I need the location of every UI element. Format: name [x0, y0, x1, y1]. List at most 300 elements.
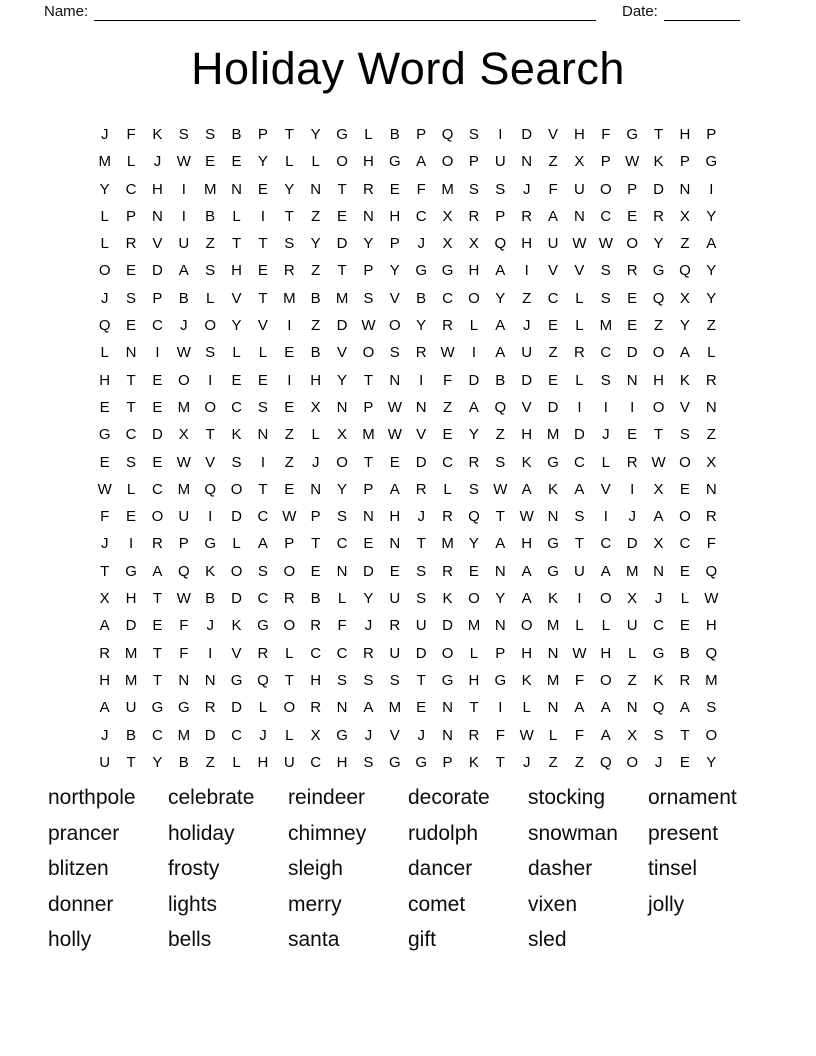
grid-letter: R — [679, 671, 691, 689]
grid-letter: T — [574, 535, 585, 553]
grid-letter: R — [626, 453, 638, 471]
grid-letter: M — [441, 535, 454, 553]
grid-letter: L — [285, 644, 294, 662]
grid-letter: T — [284, 207, 294, 225]
grid-letter: S — [706, 699, 717, 717]
grid-letter: Q — [98, 317, 111, 335]
grid-letter: N — [389, 371, 401, 389]
grid-letter: G — [415, 753, 428, 771]
grid-letter: A — [679, 699, 690, 717]
grid-letter: E — [257, 371, 268, 389]
grid-letter: T — [337, 180, 347, 198]
grid-letter: K — [548, 590, 559, 608]
grid-letter: T — [363, 371, 374, 389]
grid-letter: T — [152, 590, 163, 608]
grid-letter: S — [495, 180, 506, 198]
grid-letter: E — [627, 426, 638, 444]
grid-letter: N — [653, 562, 664, 580]
grid-row — [92, 176, 725, 203]
grid-letter: I — [709, 180, 714, 198]
word-column — [48, 780, 168, 958]
grid-letter: O — [283, 562, 296, 580]
grid-letter: V — [679, 398, 690, 416]
grid-letter: X — [574, 153, 585, 171]
grid-letter: I — [419, 371, 424, 389]
grid-letter: J — [180, 317, 188, 335]
grid-letter: Z — [548, 753, 558, 771]
grid-letter: L — [575, 289, 584, 307]
grid-letter: C — [152, 726, 163, 744]
grid-letter: Z — [548, 153, 558, 171]
grid-letter: K — [679, 371, 690, 389]
grid-letter: S — [284, 235, 295, 253]
grid-letter: R — [442, 508, 453, 526]
word-item: prancer — [48, 821, 120, 845]
grid-letter: I — [260, 207, 266, 225]
grid-letter: M — [546, 426, 560, 444]
grid-letter: T — [152, 644, 163, 662]
grid-letter: C — [310, 753, 322, 771]
word-column — [168, 780, 288, 958]
grid-letter: R — [257, 644, 269, 662]
grid-letter: A — [495, 344, 506, 362]
grid-letter: Y — [231, 317, 242, 335]
word-item: merry — [288, 892, 342, 916]
grid-letter: O — [520, 617, 533, 635]
grid-letter: C — [336, 535, 348, 553]
grid-letter: L — [522, 699, 531, 717]
grid-letter: E — [152, 398, 163, 416]
grid-letter: C — [152, 317, 163, 335]
grid-letter: G — [652, 262, 665, 280]
grid-letter: J — [259, 726, 267, 744]
grid-letter: G — [257, 617, 269, 635]
grid-letter: O — [468, 289, 480, 307]
grid-letter: E — [126, 317, 137, 335]
grid-letter: J — [153, 153, 162, 171]
grid-letter: J — [311, 453, 320, 471]
grid-row — [92, 394, 725, 421]
grid-letter: K — [152, 126, 163, 143]
grid-letter: L — [311, 426, 320, 444]
grid-letter: A — [495, 262, 506, 280]
grid-letter: S — [205, 126, 216, 143]
grid-letter: D — [626, 535, 638, 553]
grid-letter: L — [100, 207, 109, 225]
grid-letter: Z — [627, 671, 637, 689]
grid-letter: V — [337, 344, 348, 362]
grid-letter: Y — [416, 317, 427, 335]
grid-letter: T — [363, 453, 374, 471]
grid-letter: X — [627, 726, 638, 744]
word-item: holly — [48, 928, 92, 952]
word-item: present — [648, 821, 719, 845]
grid-letter: U — [521, 344, 533, 362]
grid-letter: F — [574, 671, 585, 689]
grid-letter: E — [99, 398, 110, 416]
grid-letter: Z — [706, 426, 716, 444]
date-input-line[interactable] — [664, 7, 740, 21]
grid-letter: L — [100, 344, 109, 362]
grid-letter: P — [600, 153, 611, 171]
grid-letter: L — [232, 535, 241, 553]
grid-letter: E — [363, 535, 374, 553]
grid-letter: D — [626, 344, 638, 362]
grid-letter: R — [363, 644, 374, 662]
grid-letter: C — [257, 590, 269, 608]
grid-letter: Y — [310, 126, 321, 143]
grid-letter: A — [600, 562, 611, 580]
grid-letter: X — [653, 535, 664, 553]
grid-letter: Z — [442, 398, 453, 416]
grid-letter: T — [284, 671, 294, 689]
grid-letter: V — [548, 262, 559, 280]
grid-letter: H — [600, 644, 612, 662]
grid-letter: T — [653, 126, 664, 143]
header — [0, 0, 816, 21]
grid-letter: C — [442, 289, 453, 307]
grid-letter: D — [204, 726, 216, 744]
grid-letter: T — [100, 562, 110, 580]
grid-letter: P — [416, 126, 427, 143]
grid-letter: N — [521, 153, 533, 171]
grid-letter: T — [258, 235, 268, 253]
grid-letter: K — [521, 453, 532, 471]
grid-letter: A — [521, 590, 532, 608]
grid-letter: X — [442, 235, 453, 253]
grid-letter: P — [679, 153, 690, 171]
grid-row — [92, 694, 725, 721]
grid-letter: W — [176, 453, 191, 471]
grid-letter: O — [652, 398, 665, 416]
grid-letter: M — [362, 426, 375, 444]
grid-letter: Y — [284, 180, 295, 198]
grid-letter: X — [310, 726, 321, 744]
grid-letter: R — [310, 617, 322, 635]
grid-letter: Q — [652, 289, 665, 307]
grid-letter: G — [336, 726, 348, 744]
grid-letter: A — [548, 207, 559, 225]
grid-letter: D — [336, 235, 348, 253]
word-item: snowman — [528, 821, 618, 845]
grid-row — [92, 722, 725, 749]
grid-letter: O — [283, 617, 296, 635]
grid-letter: I — [181, 180, 186, 198]
grid-letter: T — [258, 480, 268, 498]
grid-letter: J — [654, 590, 663, 608]
grid-letter: M — [177, 480, 191, 498]
grid-letter: E — [548, 317, 559, 335]
grid-letter: L — [575, 371, 584, 389]
grid-letter: E — [126, 262, 137, 280]
grid-letter: E — [126, 508, 137, 526]
grid-letter: H — [574, 126, 585, 143]
grid-letter: P — [257, 126, 268, 143]
grid-letter: U — [178, 235, 190, 253]
grid-letter: P — [363, 480, 374, 498]
grid-letter: Y — [337, 371, 348, 389]
grid-letter: G — [388, 153, 401, 171]
grid-letter: Y — [310, 235, 321, 253]
grid-letter: T — [126, 398, 136, 416]
grid-letter: L — [258, 699, 268, 717]
grid-letter: Z — [522, 289, 532, 307]
grid-letter: O — [204, 398, 217, 416]
grid-letter: Q — [599, 753, 612, 771]
grid-letter: R — [99, 644, 111, 662]
grid-letter: R — [283, 590, 295, 608]
grid-letter: H — [468, 671, 480, 689]
grid-letter: Y — [706, 289, 717, 307]
grid-letter: Y — [679, 317, 690, 335]
grid-letter: X — [99, 590, 110, 608]
grid-letter: L — [285, 153, 294, 171]
grid-letter: Z — [574, 753, 585, 771]
grid-letter: L — [548, 726, 558, 744]
grid-letter: D — [468, 371, 480, 389]
grid-letter: T — [231, 235, 242, 253]
grid-letter: B — [205, 207, 216, 225]
word-item: sleigh — [288, 857, 343, 881]
grid-letter: C — [231, 726, 242, 744]
grid-letter: R — [574, 344, 585, 362]
grid-letter: S — [468, 126, 479, 143]
grid-letter: D — [231, 508, 242, 526]
grid-letter: N — [336, 699, 348, 717]
grid-letter: N — [494, 562, 506, 580]
grid-letter: B — [495, 371, 506, 389]
grid-letter: M — [124, 644, 138, 662]
grid-letter: I — [577, 398, 582, 416]
grid-letter: P — [126, 207, 137, 225]
grid-letter: B — [389, 126, 400, 143]
grid-letter: G — [547, 535, 559, 553]
grid-letter: I — [498, 699, 503, 717]
grid-letter: D — [336, 317, 348, 335]
grid-row — [92, 530, 725, 557]
grid-letter: I — [208, 508, 213, 526]
grid-letter: L — [601, 453, 610, 471]
grid-letter: R — [705, 508, 717, 526]
grid-letter: A — [178, 262, 189, 280]
grid-letter: I — [287, 317, 292, 335]
grid-letter: L — [337, 590, 347, 608]
grid-letter: L — [575, 617, 584, 635]
grid-letter: P — [495, 207, 506, 225]
grid-letter: F — [601, 126, 611, 143]
grid-letter: R — [442, 562, 453, 580]
grid-letter: T — [126, 753, 136, 771]
grid-letter: Y — [495, 289, 506, 307]
grid-letter: H — [257, 753, 269, 771]
grid-letter: A — [574, 699, 585, 717]
grid-letter: O — [652, 344, 665, 362]
grid-letter: E — [231, 371, 242, 389]
word-item: sled — [528, 928, 567, 952]
grid-letter: A — [363, 699, 374, 717]
grid-letter: R — [125, 235, 137, 253]
grid-letter: J — [522, 317, 531, 335]
grid-letter: M — [177, 726, 191, 744]
grid-letter: B — [231, 126, 242, 143]
grid-letter: E — [310, 562, 321, 580]
grid-letter: Y — [706, 262, 717, 280]
grid-letter: E — [152, 453, 163, 471]
grid-letter: P — [627, 180, 638, 198]
grid-letter: Y — [389, 262, 400, 280]
grid-letter: N — [363, 508, 374, 526]
grid-letter: F — [179, 617, 189, 635]
grid-letter: A — [521, 480, 532, 498]
grid-letter: W — [572, 644, 587, 662]
word-column — [528, 780, 648, 958]
grid-letter: U — [178, 508, 190, 526]
grid-letter: N — [705, 398, 717, 416]
grid-letter: P — [389, 235, 400, 253]
grid-letter: J — [100, 289, 109, 307]
grid-letter: L — [628, 644, 637, 662]
grid-row — [92, 558, 725, 585]
grid-letter: K — [442, 590, 453, 608]
grid-letter: R — [442, 317, 453, 335]
grid-letter: R — [363, 180, 374, 198]
grid-letter: O — [679, 508, 691, 526]
word-item: holiday — [168, 821, 235, 845]
grid-letter: W — [361, 317, 376, 335]
grid-letter: G — [204, 535, 217, 553]
grid-letter: H — [99, 671, 111, 689]
grid-letter: L — [443, 480, 452, 498]
grid-letter: S — [389, 344, 400, 362]
grid-letter: J — [364, 617, 373, 635]
word-item: tinsel — [648, 857, 698, 881]
grid-letter: Y — [468, 426, 479, 444]
word-item: vixen — [528, 892, 578, 916]
grid-letter: A — [521, 562, 532, 580]
grid-letter: F — [706, 535, 716, 553]
grid-letter: D — [363, 562, 374, 580]
grid-row — [92, 749, 725, 776]
word-item: celebrate — [168, 786, 255, 809]
grid-letter: I — [155, 344, 160, 362]
grid-letter: E — [284, 344, 295, 362]
grid-letter: X — [178, 426, 189, 444]
date-field — [622, 3, 740, 21]
grid-letter: S — [257, 562, 268, 580]
grid-letter: Y — [257, 153, 268, 171]
grid-letter: S — [363, 671, 374, 689]
grid-letter: D — [547, 398, 559, 416]
grid-letter: T — [337, 262, 347, 280]
grid-letter: A — [416, 153, 427, 171]
grid-letter: S — [600, 289, 611, 307]
grid-letter: W — [282, 508, 297, 526]
grid-letter: S — [495, 453, 506, 471]
grid-row — [92, 421, 725, 448]
grid-letter: X — [679, 289, 690, 307]
grid-letter: E — [679, 562, 690, 580]
grid-letter: W — [387, 426, 402, 444]
grid-letter: Z — [311, 262, 321, 280]
grid-letter: N — [310, 480, 322, 498]
word-item: lights — [168, 892, 218, 916]
grid-row — [92, 203, 725, 230]
grid-letter: M — [98, 153, 111, 171]
grid-letter: I — [208, 371, 213, 389]
grid-letter: L — [601, 617, 610, 635]
grid-letter: G — [151, 699, 164, 717]
grid-letter: E — [284, 480, 295, 498]
letter-grid — [92, 121, 725, 776]
grid-letter: N — [442, 699, 453, 717]
grid-row — [92, 612, 725, 639]
grid-letter: Q — [204, 480, 217, 498]
grid-letter: H — [389, 207, 401, 225]
grid-letter: M — [335, 289, 349, 307]
word-column — [288, 780, 408, 958]
grid-letter: C — [653, 617, 664, 635]
grid-letter: V — [389, 289, 400, 307]
grid-letter: N — [705, 480, 717, 498]
grid-letter: Y — [337, 480, 348, 498]
grid-letter: Z — [205, 235, 215, 253]
grid-letter: P — [495, 644, 506, 662]
grid-letter: X — [706, 453, 717, 471]
grid-letter: R — [468, 207, 480, 225]
grid-letter: Q — [177, 562, 190, 580]
grid-letter: W — [176, 153, 191, 171]
grid-letter: J — [417, 508, 425, 526]
grid-letter: H — [125, 590, 137, 608]
grid-letter: E — [99, 453, 110, 471]
grid-letter: N — [178, 671, 190, 689]
grid-letter: G — [230, 671, 243, 689]
grid-letter: S — [468, 180, 479, 198]
grid-letter: O — [599, 180, 612, 198]
grid-letter: N — [125, 344, 137, 362]
grid-letter: N — [257, 426, 269, 444]
grid-letter: Z — [495, 426, 505, 444]
grid-letter: D — [152, 262, 163, 280]
grid-letter: E — [337, 207, 348, 225]
grid-letter: P — [363, 262, 374, 280]
grid-letter: C — [600, 535, 612, 553]
grid-row — [92, 257, 725, 284]
grid-letter: R — [283, 262, 295, 280]
grid-letter: B — [126, 726, 137, 744]
grid-letter: D — [574, 426, 585, 444]
grid-letter: E — [257, 262, 268, 280]
grid-letter: H — [521, 535, 533, 553]
grid-letter: Z — [680, 235, 690, 253]
grid-letter: N — [547, 699, 559, 717]
grid-letter: L — [258, 344, 268, 362]
grid-letter: Y — [99, 180, 110, 198]
grid-letter: Q — [705, 562, 718, 580]
grid-letter: W — [176, 590, 191, 608]
grid-letter: H — [310, 671, 322, 689]
grid-letter: A — [574, 480, 585, 498]
grid-letter: H — [521, 235, 533, 253]
grid-letter: N — [336, 562, 348, 580]
grid-letter: G — [415, 262, 428, 280]
grid-letter: F — [548, 180, 558, 198]
grid-letter: M — [441, 180, 454, 198]
word-item: stocking — [528, 786, 606, 809]
name-input-line[interactable] — [94, 7, 596, 21]
grid-letter: C — [125, 180, 137, 198]
grid-letter: M — [599, 317, 613, 335]
